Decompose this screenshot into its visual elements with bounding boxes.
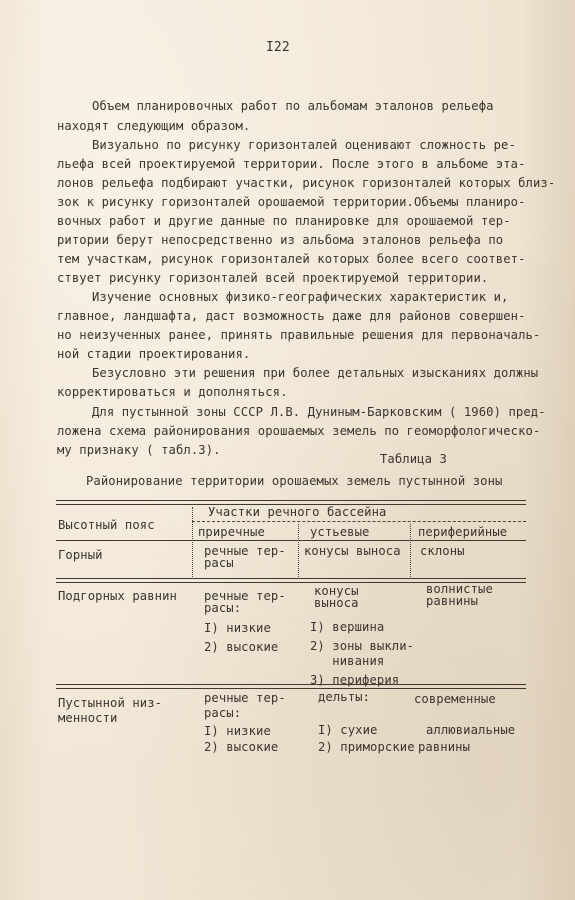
row-3-belt-line-1: Пустынной низ- [58, 696, 163, 710]
row-3-cell-3-line-4: равнины [418, 740, 471, 754]
row-1-bottom-rule [56, 578, 526, 579]
paragraph-3-line-1: Изучение основных физико-географических характеристик и, [92, 290, 509, 304]
row-2-cell-2-line-2: выноса [314, 596, 359, 610]
row-2-bottom-rule-2 [56, 688, 526, 689]
paragraph-5-line-1: Для пустынной зоны СССР Л.В. Дуниным-Барковским ( 1960) пред- [92, 405, 546, 419]
row-3-cell-1-line-1: речные тер- [204, 691, 286, 705]
row-2-cell-2-line-1: конусы [314, 584, 359, 598]
row-3-cell-3-line-3: аллювиальные [426, 723, 516, 737]
paragraph-2-line-8: ствует рисунку горизонталей всей проектируемой территории. [57, 271, 489, 285]
row-1-cell-2-line-1: конусы выноса [304, 544, 401, 558]
paragraph-2-line-3: лонов рельефа подбирают участки, рисунок горизонталей которых близ- [57, 176, 556, 190]
header-bottom-rule [56, 540, 526, 541]
paragraph-1-line-2: находят следующим образом. [57, 119, 251, 133]
row-1-cell-3-line-1: склоны [420, 544, 465, 558]
column-separator-2 [298, 524, 299, 579]
row-2-bottom-rule [56, 684, 526, 685]
row-2-cell-1-line-2: расы: [204, 601, 242, 615]
row-2-belt: Подгорных равнин [58, 589, 177, 603]
paragraph-1-line-1: Объем планировочных работ по альбомам эталонов рельефа [92, 99, 494, 113]
row-3-cell-1-line-3: I) низкие [204, 724, 271, 738]
row-3-belt-line-2: менности [58, 711, 118, 725]
row-3-cell-2-line-1: дельты: [318, 690, 371, 704]
row-3-cell-1-line-4: 2) высокие [204, 740, 279, 754]
row-2-cell-3-line-2: равнины [426, 594, 479, 608]
row-1-cell-1-line-1: речные тер- [204, 544, 286, 558]
paragraph-2-line-7: тем участкам, рисунок горизонталей которых более всего соответ- [57, 252, 526, 266]
paragraph-2-line-5: вочных работ и другие данные по планировке для орошаемой тер- [57, 214, 511, 228]
paragraph-3-line-2: главное, ландшафта, даст возможность даже для районов совершен- [57, 309, 526, 323]
paragraph-2-line-2: льефа всей проектируемой территории. После этого в альбоме эта- [57, 157, 526, 171]
paragraph-5-line-3: му признаку ( табл.3). [57, 443, 221, 457]
row-2-cell-2-line-6: 2) зоны выкли- [310, 639, 415, 653]
column-separator-1 [192, 507, 193, 579]
paragraph-2-line-6: ритории берут непосредственно из альбома эталонов рельефа по [57, 233, 504, 247]
paragraph-5-line-2: ложена схема районирования орошаемых земель по геоморфологическо- [57, 424, 541, 438]
header-column-3: периферийные [418, 525, 508, 539]
table-label: Таблица 3 [380, 452, 447, 466]
row-2-cell-1-line-4: I) низкие [204, 621, 271, 635]
row-2-cell-3-line-1: волнистые [426, 582, 493, 596]
paragraph-4-line-2: корректироваться и дополняться. [57, 385, 288, 399]
header-column-2: устьевые [310, 525, 370, 539]
row-3-cell-2-line-4: 2) приморские [318, 740, 415, 754]
row-1-cell-1-line-2: расы [204, 556, 234, 570]
row-2-cell-1-line-1: речные тер- [204, 589, 286, 603]
row-2-cell-2-line-9: 3) периферия [310, 673, 400, 687]
table-title: Районирование территории орошаемых земель пустынной зоны [86, 474, 503, 488]
row-1-belt: Горный [58, 548, 103, 562]
paragraph-2-line-4: зок к рисунку горизонталей орошаемой территории.Объемы планиро- [57, 195, 526, 209]
row-3-cell-3-line-1: современные [414, 692, 496, 706]
paragraph-3-line-3: но неизученных ранее, принять правильные решения для первоначаль- [57, 328, 541, 342]
paragraph-3-line-4: ной стадии проектирования. [57, 347, 251, 361]
column-separator-3 [410, 524, 411, 579]
row-2-cell-2-line-4: I) вершина [310, 620, 385, 634]
row-2-cell-1-line-6: 2) высокие [204, 640, 279, 654]
header-column-1: приречные [198, 525, 265, 539]
row-3-cell-1-line-2: расы: [204, 706, 242, 720]
table-top-rule [56, 500, 526, 501]
page-number: I22 [266, 40, 290, 55]
row-2-cell-2-line-7: нивания [310, 654, 385, 668]
header-group-rule [192, 521, 526, 522]
paragraph-2-line-1: Визуально по рисунку горизонталей оценивают сложность ре- [92, 138, 516, 152]
row-3-cell-2-line-3: I) сухие [318, 723, 378, 737]
header-group-label: Участки речного бассейна [208, 505, 387, 519]
paragraph-4-line-1: Безусловно эти решения при более детальных изысканиях должны [92, 366, 539, 380]
header-row-label: Высотный пояс [58, 518, 155, 532]
